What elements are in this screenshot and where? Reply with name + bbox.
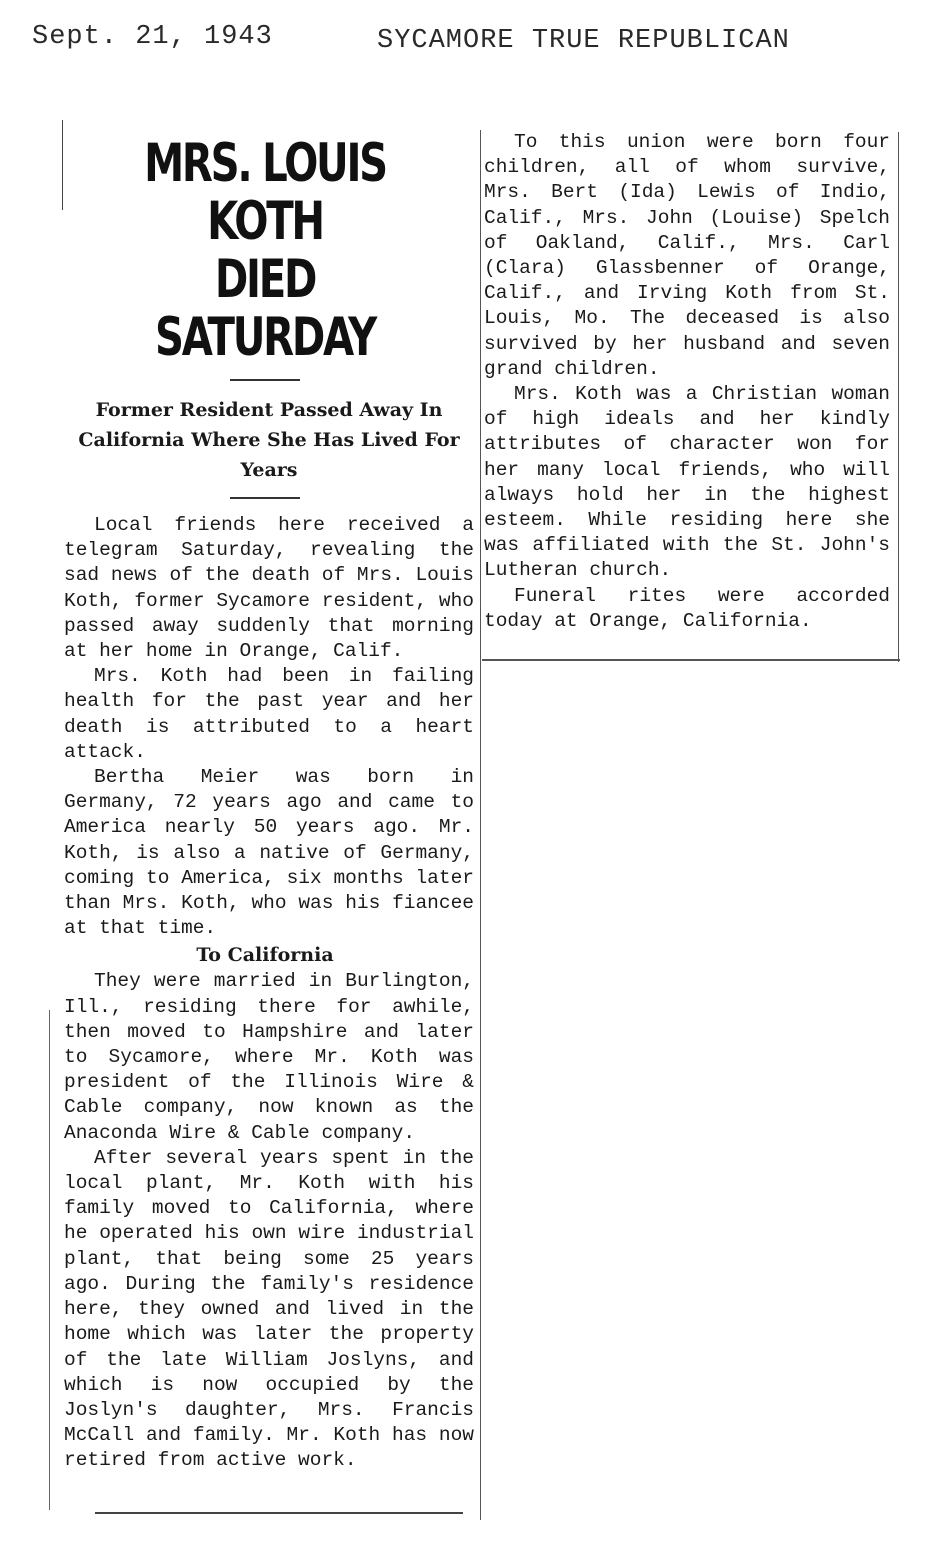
- body-paragraph: Bertha Meier was born in Germany, 72 years ago and came to America nearly 50 years ago. Mr. Koth, is also a native of Germany, coming to America, six months later than Mrs. Koth, who was his fiancee at that time.: [64, 766, 474, 940]
- column-end-rule: [482, 659, 900, 661]
- publication-date: Sept. 21, 1943: [32, 22, 273, 52]
- body-paragraph: They were married in Burlington, Ill., residing there for awhile, then moved to Hampshire and later to Sycamore, where Mr. Koth was president of the Illinois Wire & Cable company, now known as the Anaconda Wire & Cable company.: [64, 970, 474, 1144]
- article-subhead: Former Resident Passed Away In California Where She Has Lived For Years: [78, 399, 460, 481]
- body-paragraph: Mrs. Koth was a Christian woman of high ideals and her kindly attributes of character won for her many local friends, who will always hold her in the highest esteem. While residing here she was affiliated with the St. John's Lutheran church.: [484, 383, 890, 582]
- body-paragraph: Funeral rites were accorded today at Orange, California.: [484, 584, 890, 632]
- clipping-header: [32, 22, 892, 62]
- divider: [230, 379, 300, 381]
- body-paragraph: Local friends here received a telegram Saturday, revealing the sad news of the death of Mrs. Louis Koth, former Sycamore resident, who passed away suddenly that morning at her home in Orange, Calif.: [64, 514, 474, 663]
- column-rule: [898, 132, 899, 662]
- article-headline: [106, 135, 424, 367]
- article-left-column: [56, 115, 474, 1520]
- newspaper-name: SYCAMORE TRUE REPUBLICAN: [377, 26, 790, 56]
- headline-line: MRS. LOUIS KOTH: [144, 133, 386, 252]
- divider: [230, 497, 300, 499]
- column-rule: [49, 1010, 50, 1510]
- column-divider: [480, 130, 481, 1520]
- article-right-column: [484, 130, 890, 634]
- section-heading: To California: [196, 944, 334, 967]
- body-paragraph: After several years spent in the local plant, Mr. Koth with his family moved to California, where he operated his own wire industrial plant, that being some 25 years ago. During the family's residence here, they owned and lived in the home which was later the property of the late William Joslyns, and which is now occupied by the Joslyn's daughter, Mrs. Francis McCall and family. Mr. Koth has now retired from active work.: [64, 1146, 474, 1472]
- body-paragraph: To this union were born four children, all of whom survive, Mrs. Bert (Ida) Lewis of Indio, Calif., Mrs. John (Louise) Spelch of Oakland, Calif., Mrs. Carl (Clara) Glassbenner of Orange, Calif., and Irving Koth from St. Louis, Mo. The deceased is also survived by her husband and seven grand children.: [484, 131, 890, 380]
- body-paragraph: Mrs. Koth had been in failing health for the past year and her death is attributed to a heart attack.: [64, 665, 474, 763]
- headline-line: DIED SATURDAY: [155, 249, 375, 368]
